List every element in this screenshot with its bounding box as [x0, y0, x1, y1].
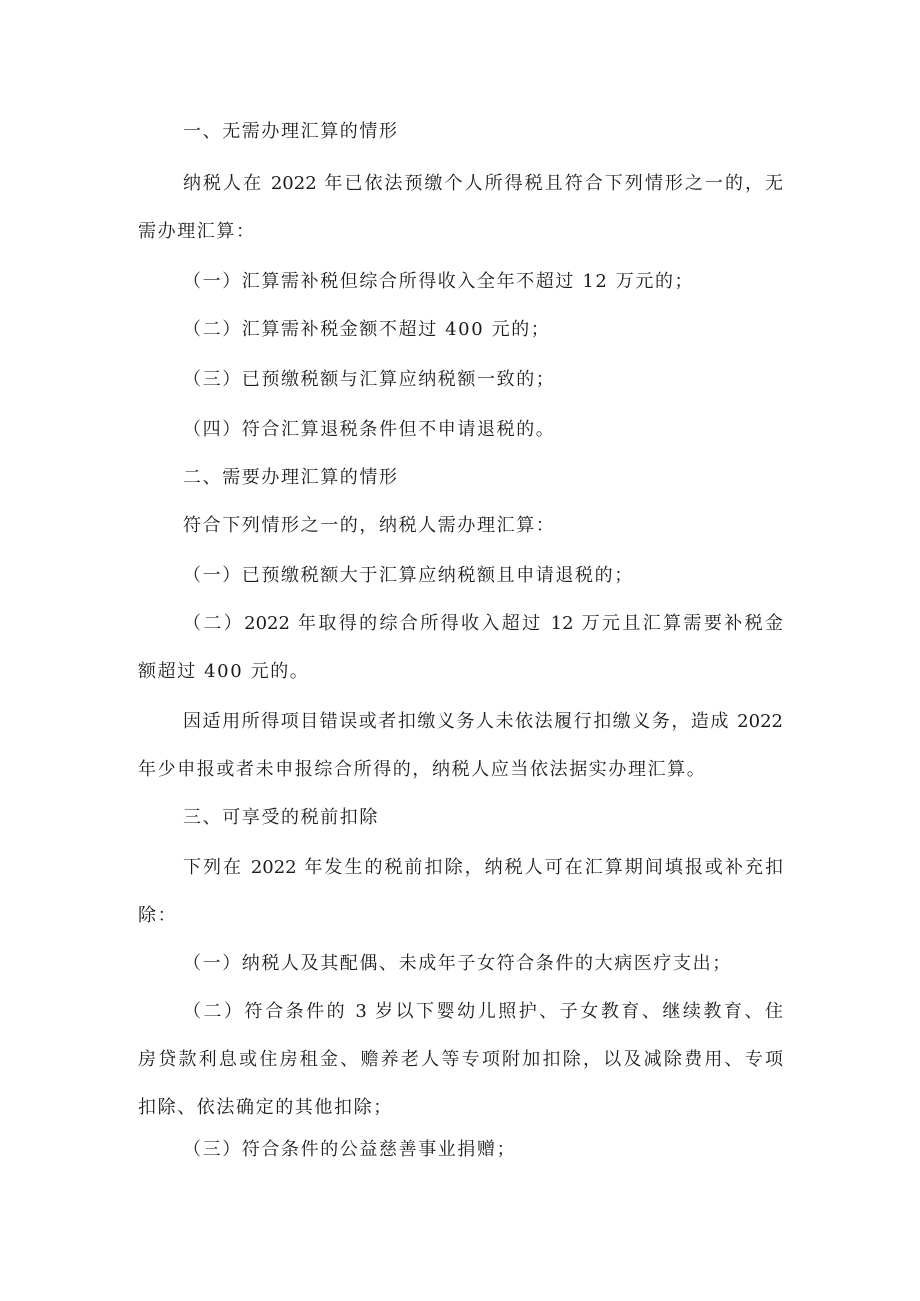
section2-item-1: （一）已预缴税额大于汇算应纳税额且申请退税的； [183, 565, 634, 586]
section3-item-3: （三）符合条件的公益慈善事业捐赠； [183, 1139, 517, 1160]
section3-heading: 三、可享受的税前扣除 [183, 807, 379, 828]
section3-intro-line1: 下列在 2022 年发生的税前扣除，纳税人可在汇算期间填报或补充扣 [183, 857, 783, 878]
section2-note-line1: 因适用所得项目错误或者扣缴义务人未依法履行扣缴义务，造成 2022 [183, 711, 783, 732]
section3-item-1: （一）纳税人及其配偶、未成年子女符合条件的大病医疗支出； [183, 953, 732, 974]
section1-item-3: （三）已预缴税额与汇算应纳税额一致的； [183, 369, 556, 390]
section2-note-line2: 年少申报或者未申报综合所得的，纳税人应当依法据实办理汇算。 [138, 759, 707, 780]
section3-item-2-line2: 房贷款利息或住房租金、赡养老人等专项附加扣除，以及减除费用、专项 [138, 1049, 783, 1070]
section1-intro-line2: 需办理汇算： [138, 221, 256, 242]
section1-item-2: （二）汇算需补税金额不超过 400 元的； [183, 319, 551, 340]
section2-heading: 二、需要办理汇算的情形 [183, 467, 399, 488]
section2-item-2-line2: 额超过 400 元的。 [138, 661, 310, 682]
section1-intro-line1: 纳税人在 2022 年已依法预缴个人所得税且符合下列情形之一的，无 [183, 173, 783, 194]
section3-intro-line2: 除： [138, 905, 178, 926]
section1-heading: 一、无需办理汇算的情形 [183, 121, 399, 142]
section1-item-4: （四）符合汇算退税条件但不申请退税的。 [183, 419, 556, 440]
section3-item-2-line1: （二）符合条件的 3 岁以下婴幼儿照护、子女教育、继续教育、住 [183, 1001, 783, 1022]
section2-item-2-line1: （二）2022 年取得的综合所得收入超过 12 万元且汇算需要补税金 [183, 613, 783, 634]
section1-item-1: （一）汇算需补税但综合所得收入全年不超过 12 万元的； [183, 271, 695, 292]
section2-intro: 符合下列情形之一的，纳税人需办理汇算： [183, 515, 556, 536]
section3-item-2-line3: 扣除、依法确定的其他扣除； [138, 1097, 393, 1118]
